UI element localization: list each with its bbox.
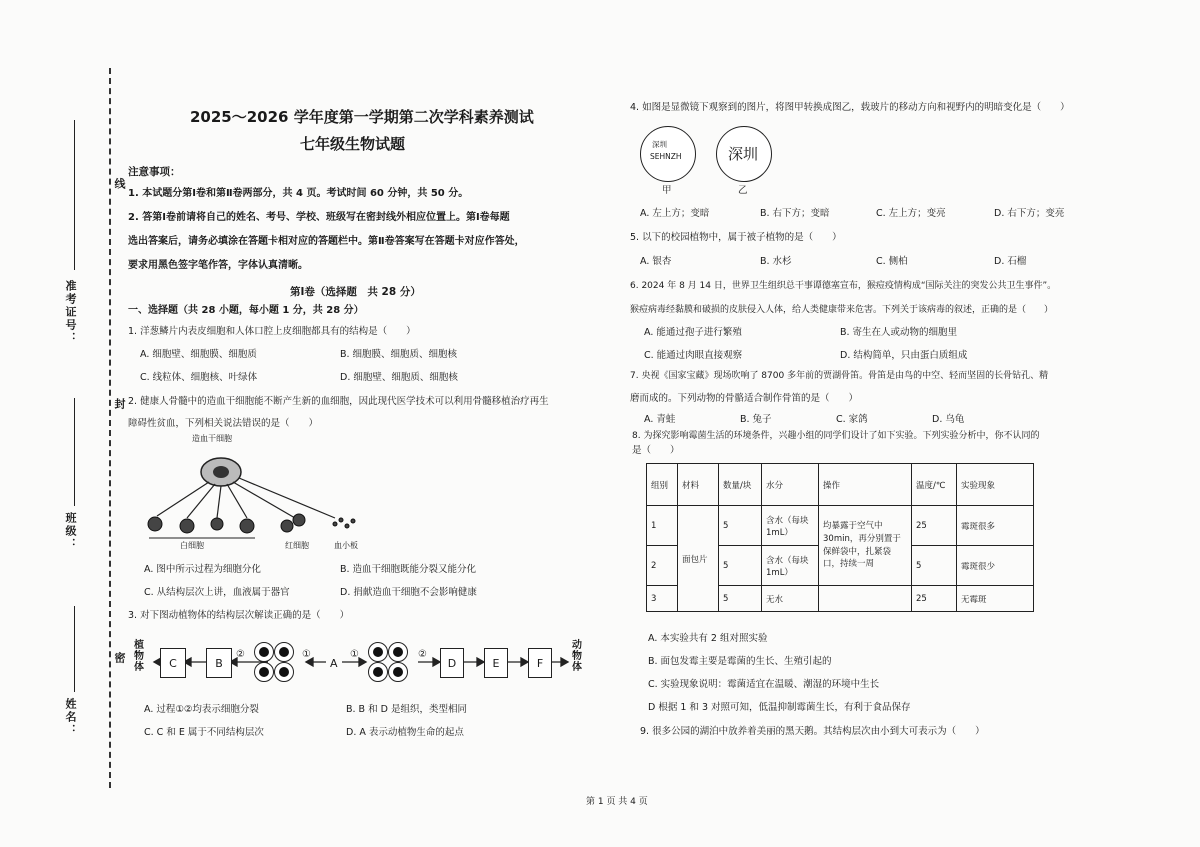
q4-option-d[interactable]: D. 右下方；变亮 (994, 208, 1065, 219)
q6-stem: 6. 2024 年 8 月 14 日，世界卫生组织总干事谭德塞宣布，猴痘疫情构成“国际关注的突发公共卫生事件”。 (630, 281, 1057, 291)
q4-option-a[interactable]: A. 左上方；变暗 (640, 208, 710, 219)
row3-operation-blank (819, 586, 912, 612)
q4-option-c[interactable]: C. 左上方；变亮 (876, 208, 946, 219)
q6-option-a[interactable]: A. 能通过孢子进行繁殖 (644, 327, 742, 338)
cell-icon (368, 662, 388, 682)
fig-label-red-cell: 红细胞 (285, 541, 309, 550)
fig-label-platelet: 血小板 (334, 541, 358, 550)
level-label-a: A (330, 657, 338, 670)
q8-option-c[interactable]: C. 实验现象说明：霉菌适宜在温暖、潮湿的环境中生长 (648, 679, 880, 690)
jia-label: 甲 (662, 185, 672, 196)
step-2-label: ② (236, 649, 245, 660)
row1-water: 含水（每块1mL） (762, 506, 819, 546)
row2-count: 5 (719, 546, 762, 586)
notice-item-1: 1. 本试题分第Ⅰ卷和第Ⅱ卷两部分，共 4 页。考试时间 60 分钟，共 50 分。 (128, 188, 469, 199)
header-operation: 操作 (819, 464, 912, 506)
q8-stem: 8. 为探究影响霉菌生活的环境条件，兴趣小组的同学们设计了如下实验。下列实验分析中，你不认同的 (632, 431, 1040, 441)
q2-option-a[interactable]: A. 图中所示过程为细胞分化 (144, 564, 261, 575)
fig-label-stem-cell: 造血干细胞 (192, 434, 232, 443)
row3-water: 无水 (762, 586, 819, 612)
cell-icon (388, 662, 408, 682)
q1-option-a[interactable]: A. 细胞壁、细胞膜、细胞质 (140, 349, 257, 360)
q4-stem: 4. 如图是显微镜下观察到的图片，将图甲转换成图乙，载玻片的移动方向和视野内的明暗变化是（ ） (630, 102, 1070, 113)
row3-result: 无霉斑 (957, 586, 1034, 612)
seal-label-line: 线 (113, 178, 126, 191)
q7-option-d[interactable]: D. 乌龟 (932, 414, 965, 425)
header-temp: 温度/℃ (912, 464, 957, 506)
q7-stem: 7. 央视《国家宝藏》现场吹响了 8700 多年前的贾湖骨笛。骨笛是由鸟的中空、轻而坚固的长骨钻孔、精 (630, 371, 1049, 381)
red-cell-icon (293, 514, 305, 526)
operation-cell: 均暴露于空气中 30min，再分别置于保鲜袋中，扎紧袋口，持续一周 (819, 506, 912, 586)
q2-option-c[interactable]: C. 从结构层次上讲，血液属于器官 (144, 587, 290, 598)
table-header-row (647, 464, 1034, 506)
level-box-d: D (440, 648, 464, 678)
name-label: 姓名： (64, 698, 77, 737)
row2-group: 2 (647, 546, 678, 586)
q1-option-d[interactable]: D. 细胞壁、细胞质、细胞核 (340, 372, 458, 383)
notice-item-2: 2. 答第Ⅰ卷前请将自己的姓名、考号、学校、班级写在密封线外相应位置上。第Ⅰ卷每题 (128, 212, 510, 223)
q5-option-d[interactable]: D. 石榴 (994, 256, 1027, 267)
q2-stem: 2. 健康人骨髓中的造血干细胞能不断产生新的血细胞，因此现代医学技术可以利用骨髓移植治疗再生 (128, 396, 549, 407)
step-1-label-animal: ① (350, 649, 359, 660)
experiment-table (646, 463, 1034, 612)
notice-item-2-cont2: 要求用黑色签字笔作答，字体认真清晰。 (128, 260, 308, 271)
name-field[interactable] (74, 606, 75, 692)
cell-icon (388, 642, 408, 662)
header-material: 材料 (678, 464, 719, 506)
exam-id-label: 准考证号： (64, 280, 77, 345)
jia-text-2: SEHNZH (650, 152, 682, 161)
row2-temp: 5 (912, 546, 957, 586)
red-cell-icon (281, 520, 293, 532)
cell-icon (274, 662, 294, 682)
level-box-b: B (206, 648, 232, 678)
step-2-label-animal: ② (418, 649, 427, 660)
plant-label: 植物体 (134, 640, 144, 673)
cell-icon (368, 642, 388, 662)
cell-icon (274, 642, 294, 662)
q8-option-a[interactable]: A. 本实验共有 2 组对照实验 (648, 633, 768, 644)
q8-stem-cont: 是（ ） (632, 445, 680, 456)
level-box-f: F (528, 648, 552, 678)
q3-option-d[interactable]: D. A 表示动植物生命的起点 (346, 727, 464, 738)
q1-stem: 1. 洋葱鳞片内表皮细胞和人体口腔上皮细胞都具有的结构是（ ） (128, 326, 416, 337)
q9-stem: 9. 很多公园的湖泊中放养着美丽的黑天鹅。其结构层次由小到大可表示为（ ） (640, 726, 985, 737)
class-label: 班级： (64, 512, 77, 551)
notice-item-2-cont: 选出答案后，请务必填涂在答题卡相对应的答题栏中。第Ⅱ卷答案写在答题卡对应作答处， (128, 236, 525, 247)
q6-stem-cont: 猴痘病毒经黏膜和破损的皮肤侵入人体，给人类健康带来危害。下列关于该病毒的叙述，正确的是（ ） (630, 305, 1054, 315)
exam-subtitle: 七年级生物试题 (300, 135, 406, 153)
q7-option-c[interactable]: C. 家鸽 (836, 414, 868, 425)
step-1-label: ① (302, 649, 311, 660)
q3-stem: 3. 对下图动植物体的结构层次解读正确的是（ ） (128, 610, 350, 621)
q6-option-c[interactable]: C. 能通过肉眼直接观察 (644, 350, 743, 361)
row3-group: 3 (647, 586, 678, 612)
row2-water: 含水（每块1mL） (762, 546, 819, 586)
jia-text-1: 深圳 (652, 140, 667, 149)
q5-option-a[interactable]: A. 银杏 (640, 256, 672, 267)
seal-dashed-line (109, 68, 111, 788)
q3-option-a[interactable]: A. 过程①②均表示细胞分裂 (144, 704, 259, 715)
white-cell-icon (148, 517, 162, 531)
part1-heading: 第Ⅰ卷（选择题 共 28 分） (290, 286, 421, 298)
animal-label: 动物体 (572, 640, 582, 673)
table-row (647, 506, 1034, 546)
q2-option-d[interactable]: D. 捐献造血干细胞不会影响健康 (340, 587, 477, 598)
yi-label: 乙 (738, 185, 748, 196)
header-group: 组别 (647, 464, 678, 506)
q6-option-d[interactable]: D. 结构简单，只由蛋白质组成 (840, 350, 968, 361)
q4-option-b[interactable]: B. 右下方；变暗 (760, 208, 830, 219)
row1-result: 霉斑很多 (957, 506, 1034, 546)
q5-stem: 5. 以下的校园植物中，属于被子植物的是（ ） (630, 232, 842, 243)
row1-temp: 25 (912, 506, 957, 546)
exam-id-field[interactable] (74, 120, 75, 270)
q3-option-b[interactable]: B. B 和 D 是组织，类型相同 (346, 704, 467, 715)
q1-option-b[interactable]: B. 细胞膜、细胞质、细胞核 (340, 349, 458, 360)
seal-label-close: 密 (113, 652, 126, 665)
cell-icon (254, 662, 274, 682)
row3-temp: 25 (912, 586, 957, 612)
material-cell: 面包片 (678, 506, 719, 612)
q8-option-d[interactable]: D 根据 1 和 3 对照可知，低温抑制霉菌生长，有利于食品保存 (648, 702, 911, 713)
q7-stem-cont: 磨而成的。下列动物的骨骼适合制作骨笛的是（ ） (630, 393, 859, 404)
white-cell-icon (240, 519, 254, 533)
notice-heading: 注意事项： (128, 166, 181, 178)
q3-option-c[interactable]: C. C 和 E 属于不同结构层次 (144, 727, 264, 738)
q7-option-a[interactable]: A. 青蛙 (644, 414, 676, 425)
header-result: 实验现象 (957, 464, 1034, 506)
white-cell-icon (180, 519, 194, 533)
q5-option-c[interactable]: C. 侧柏 (876, 256, 908, 267)
white-cell-icon (211, 518, 223, 530)
exam-title: 2025～2026 学年度第一学期第二次学科素养测试 (190, 108, 534, 126)
row3-count: 5 (719, 586, 762, 612)
q5-option-b[interactable]: B. 水杉 (760, 256, 792, 267)
row2-result: 霉斑很少 (957, 546, 1034, 586)
page-number: 第 1 页 共 4 页 (586, 797, 648, 807)
row1-count: 5 (719, 506, 762, 546)
fig-label-white-cell: 白细胞 (180, 541, 204, 550)
cell-icon (254, 642, 274, 662)
q1-option-c[interactable]: C. 线粒体、细胞核、叶绿体 (140, 372, 258, 383)
level-box-c: C (160, 648, 186, 678)
q6-option-b[interactable]: B. 寄生在人或动物的细胞里 (840, 327, 958, 338)
seal-label-seal: 封 (113, 398, 126, 411)
q2-option-b[interactable]: B. 造血干细胞既能分裂又能分化 (340, 564, 477, 575)
q8-option-b[interactable]: B. 面包发霉主要是霉菌的生长、生殖引起的 (648, 656, 832, 667)
stem-cell-figure (135, 438, 375, 553)
q7-option-b[interactable]: B. 兔子 (740, 414, 772, 425)
row1-group: 1 (647, 506, 678, 546)
part1-subheading: 一、选择题（共 28 小题，每小题 1 分，共 28 分） (128, 305, 364, 316)
header-water: 水分 (762, 464, 819, 506)
header-count: 数量/块 (719, 464, 762, 506)
class-field[interactable] (74, 398, 75, 506)
level-box-e: E (484, 648, 508, 678)
yi-text: 深圳 (728, 145, 759, 163)
q2-stem-cont: 障碍性贫血，下列相关说法错误的是（ ） (128, 418, 319, 429)
